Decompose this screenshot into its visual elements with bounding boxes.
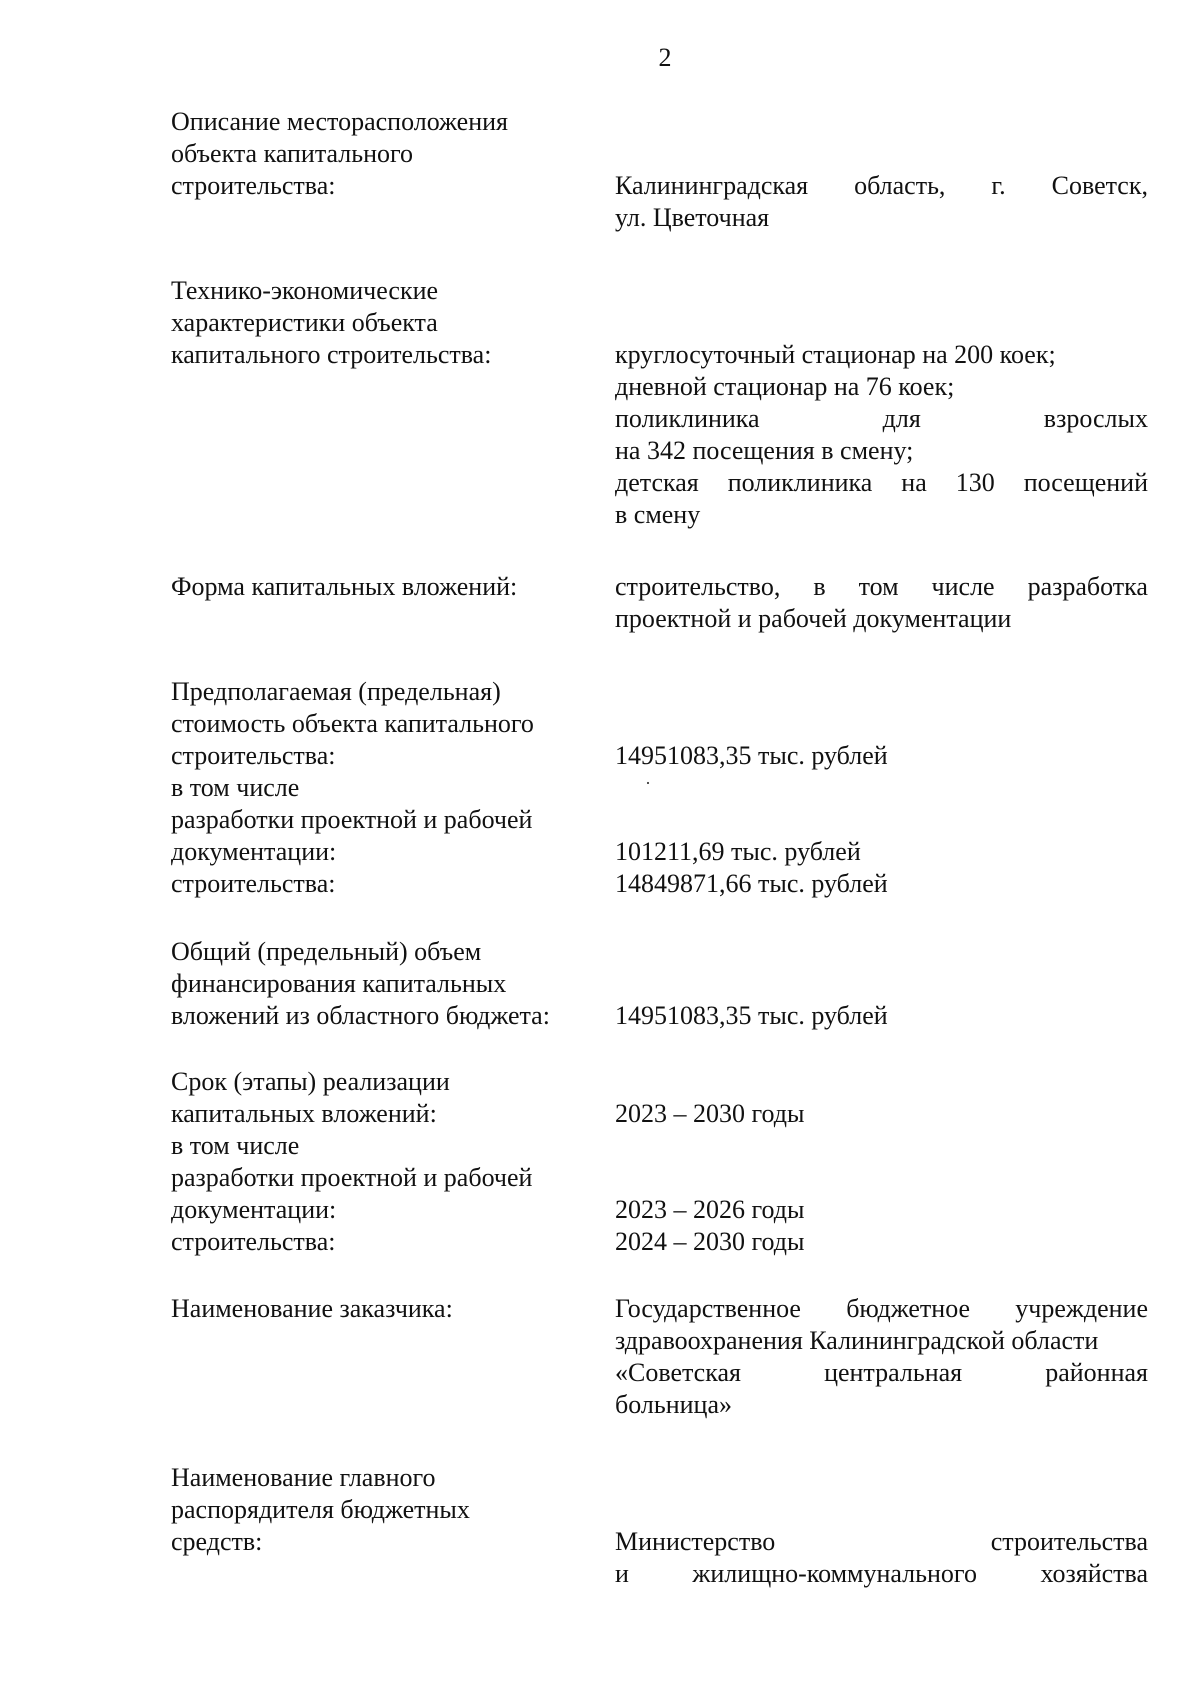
characteristics-value-line: в смену bbox=[615, 500, 701, 529]
timeline-label-line: документации: bbox=[171, 1195, 337, 1224]
financing-label-line: вложений из областного бюджета: bbox=[171, 1001, 550, 1030]
word: поликлиника bbox=[615, 404, 760, 433]
customer-value-line bbox=[615, 1357, 1148, 1389]
customer-value-line: больница» bbox=[615, 1390, 732, 1419]
customer-label: Наименование заказчика: bbox=[171, 1294, 453, 1323]
location-value-line bbox=[615, 170, 1148, 202]
word: посещений bbox=[1023, 468, 1148, 497]
word: Советск, bbox=[1051, 171, 1148, 200]
word: жилищно-коммунального bbox=[692, 1559, 977, 1588]
word: Министерство bbox=[615, 1527, 776, 1556]
cost-total-value: 14951083,35 тыс. рублей bbox=[615, 741, 888, 770]
word: строительства bbox=[990, 1527, 1148, 1556]
cost-label-line: строительства: bbox=[171, 869, 336, 898]
characteristics-label-line: характеристики объекта bbox=[171, 308, 438, 337]
cost-label-line: строительства: bbox=[171, 741, 336, 770]
word: Государственное bbox=[615, 1294, 801, 1323]
location-label-line: строительства: bbox=[171, 171, 336, 200]
investment-form-value-line bbox=[615, 571, 1148, 603]
financing-value: 14951083,35 тыс. рублей bbox=[615, 1001, 888, 1030]
timeline-label-line: в том числе bbox=[171, 1131, 300, 1160]
investment-form-label: Форма капитальных вложений: bbox=[171, 572, 518, 601]
word: на bbox=[901, 468, 927, 497]
timeline-design-value: 2023 – 2026 годы bbox=[615, 1195, 805, 1224]
cost-label-line: разработки проектной и рабочей bbox=[171, 805, 533, 834]
financing-label-line: финансирования капитальных bbox=[171, 969, 507, 998]
location-label-line: объекта капитального bbox=[171, 139, 414, 168]
manager-value-line bbox=[615, 1558, 1148, 1590]
customer-value-line: здравоохранения Калининградской области bbox=[615, 1326, 1099, 1355]
customer-value-line bbox=[615, 1293, 1148, 1325]
word: г. bbox=[991, 171, 1006, 200]
characteristics-label-line: капитального строительства: bbox=[171, 340, 492, 369]
timeline-label-line: разработки проектной и рабочей bbox=[171, 1163, 533, 1192]
investment-form-value-line: проектной и рабочей документации bbox=[615, 604, 1012, 633]
cost-design-value: 101211,69 тыс. рублей bbox=[615, 837, 861, 866]
word: Калининградская bbox=[615, 171, 809, 200]
characteristics-value-line: на 342 посещения в смену; bbox=[615, 436, 914, 465]
word: детская bbox=[615, 468, 699, 497]
word: районная bbox=[1045, 1358, 1148, 1387]
cost-label-line: Предполагаемая (предельная) bbox=[171, 677, 501, 706]
word: хозяйства bbox=[1040, 1559, 1148, 1588]
word: бюджетное bbox=[846, 1294, 971, 1323]
location-value-line: ул. Цветочная bbox=[615, 203, 770, 232]
word: «Советская bbox=[615, 1358, 741, 1387]
page-number: 2 bbox=[658, 43, 672, 72]
word: взрослых bbox=[1043, 404, 1148, 433]
manager-value-line bbox=[615, 1526, 1148, 1558]
timeline-total-value: 2023 – 2030 годы bbox=[615, 1099, 805, 1128]
word: центральная bbox=[824, 1358, 963, 1387]
timeline-label-line: Срок (этапы) реализации bbox=[171, 1067, 450, 1096]
word: поликлиника bbox=[727, 468, 873, 497]
characteristics-value-line bbox=[615, 467, 1148, 499]
word: том bbox=[858, 572, 899, 601]
word: область, bbox=[854, 171, 946, 200]
characteristics-value-line: дневной стационар на 76 коек; bbox=[615, 372, 955, 401]
word: разработка bbox=[1027, 572, 1148, 601]
cost-label-line: стоимость объекта капитального bbox=[171, 709, 534, 738]
characteristics-label-line: Технико-экономические bbox=[171, 276, 439, 305]
manager-label-line: распорядителя бюджетных bbox=[171, 1495, 470, 1524]
word: строительство, bbox=[615, 572, 781, 601]
cost-label-line: в том числе bbox=[171, 773, 300, 802]
cost-label-line: документации: bbox=[171, 837, 337, 866]
scan-speck: · bbox=[645, 773, 651, 793]
location-label-line: Описание месторасположения bbox=[171, 107, 508, 136]
word: 130 bbox=[955, 468, 995, 497]
manager-label-line: средств: bbox=[171, 1527, 263, 1556]
timeline-construction-value: 2024 – 2030 годы bbox=[615, 1227, 805, 1256]
timeline-label-line: строительства: bbox=[171, 1227, 336, 1256]
word: в bbox=[813, 572, 826, 601]
manager-label-line: Наименование главного bbox=[171, 1463, 436, 1492]
word: для bbox=[882, 404, 921, 433]
timeline-label-line: капитальных вложений: bbox=[171, 1099, 437, 1128]
word: учреждение bbox=[1015, 1294, 1148, 1323]
cost-construction-value: 14849871,66 тыс. рублей bbox=[615, 869, 888, 898]
word: и bbox=[615, 1559, 629, 1588]
characteristics-value-line: круглосуточный стационар на 200 коек; bbox=[615, 340, 1056, 369]
characteristics-value-line bbox=[615, 403, 1148, 435]
word: числе bbox=[931, 572, 995, 601]
financing-label-line: Общий (предельный) объем bbox=[171, 937, 482, 966]
